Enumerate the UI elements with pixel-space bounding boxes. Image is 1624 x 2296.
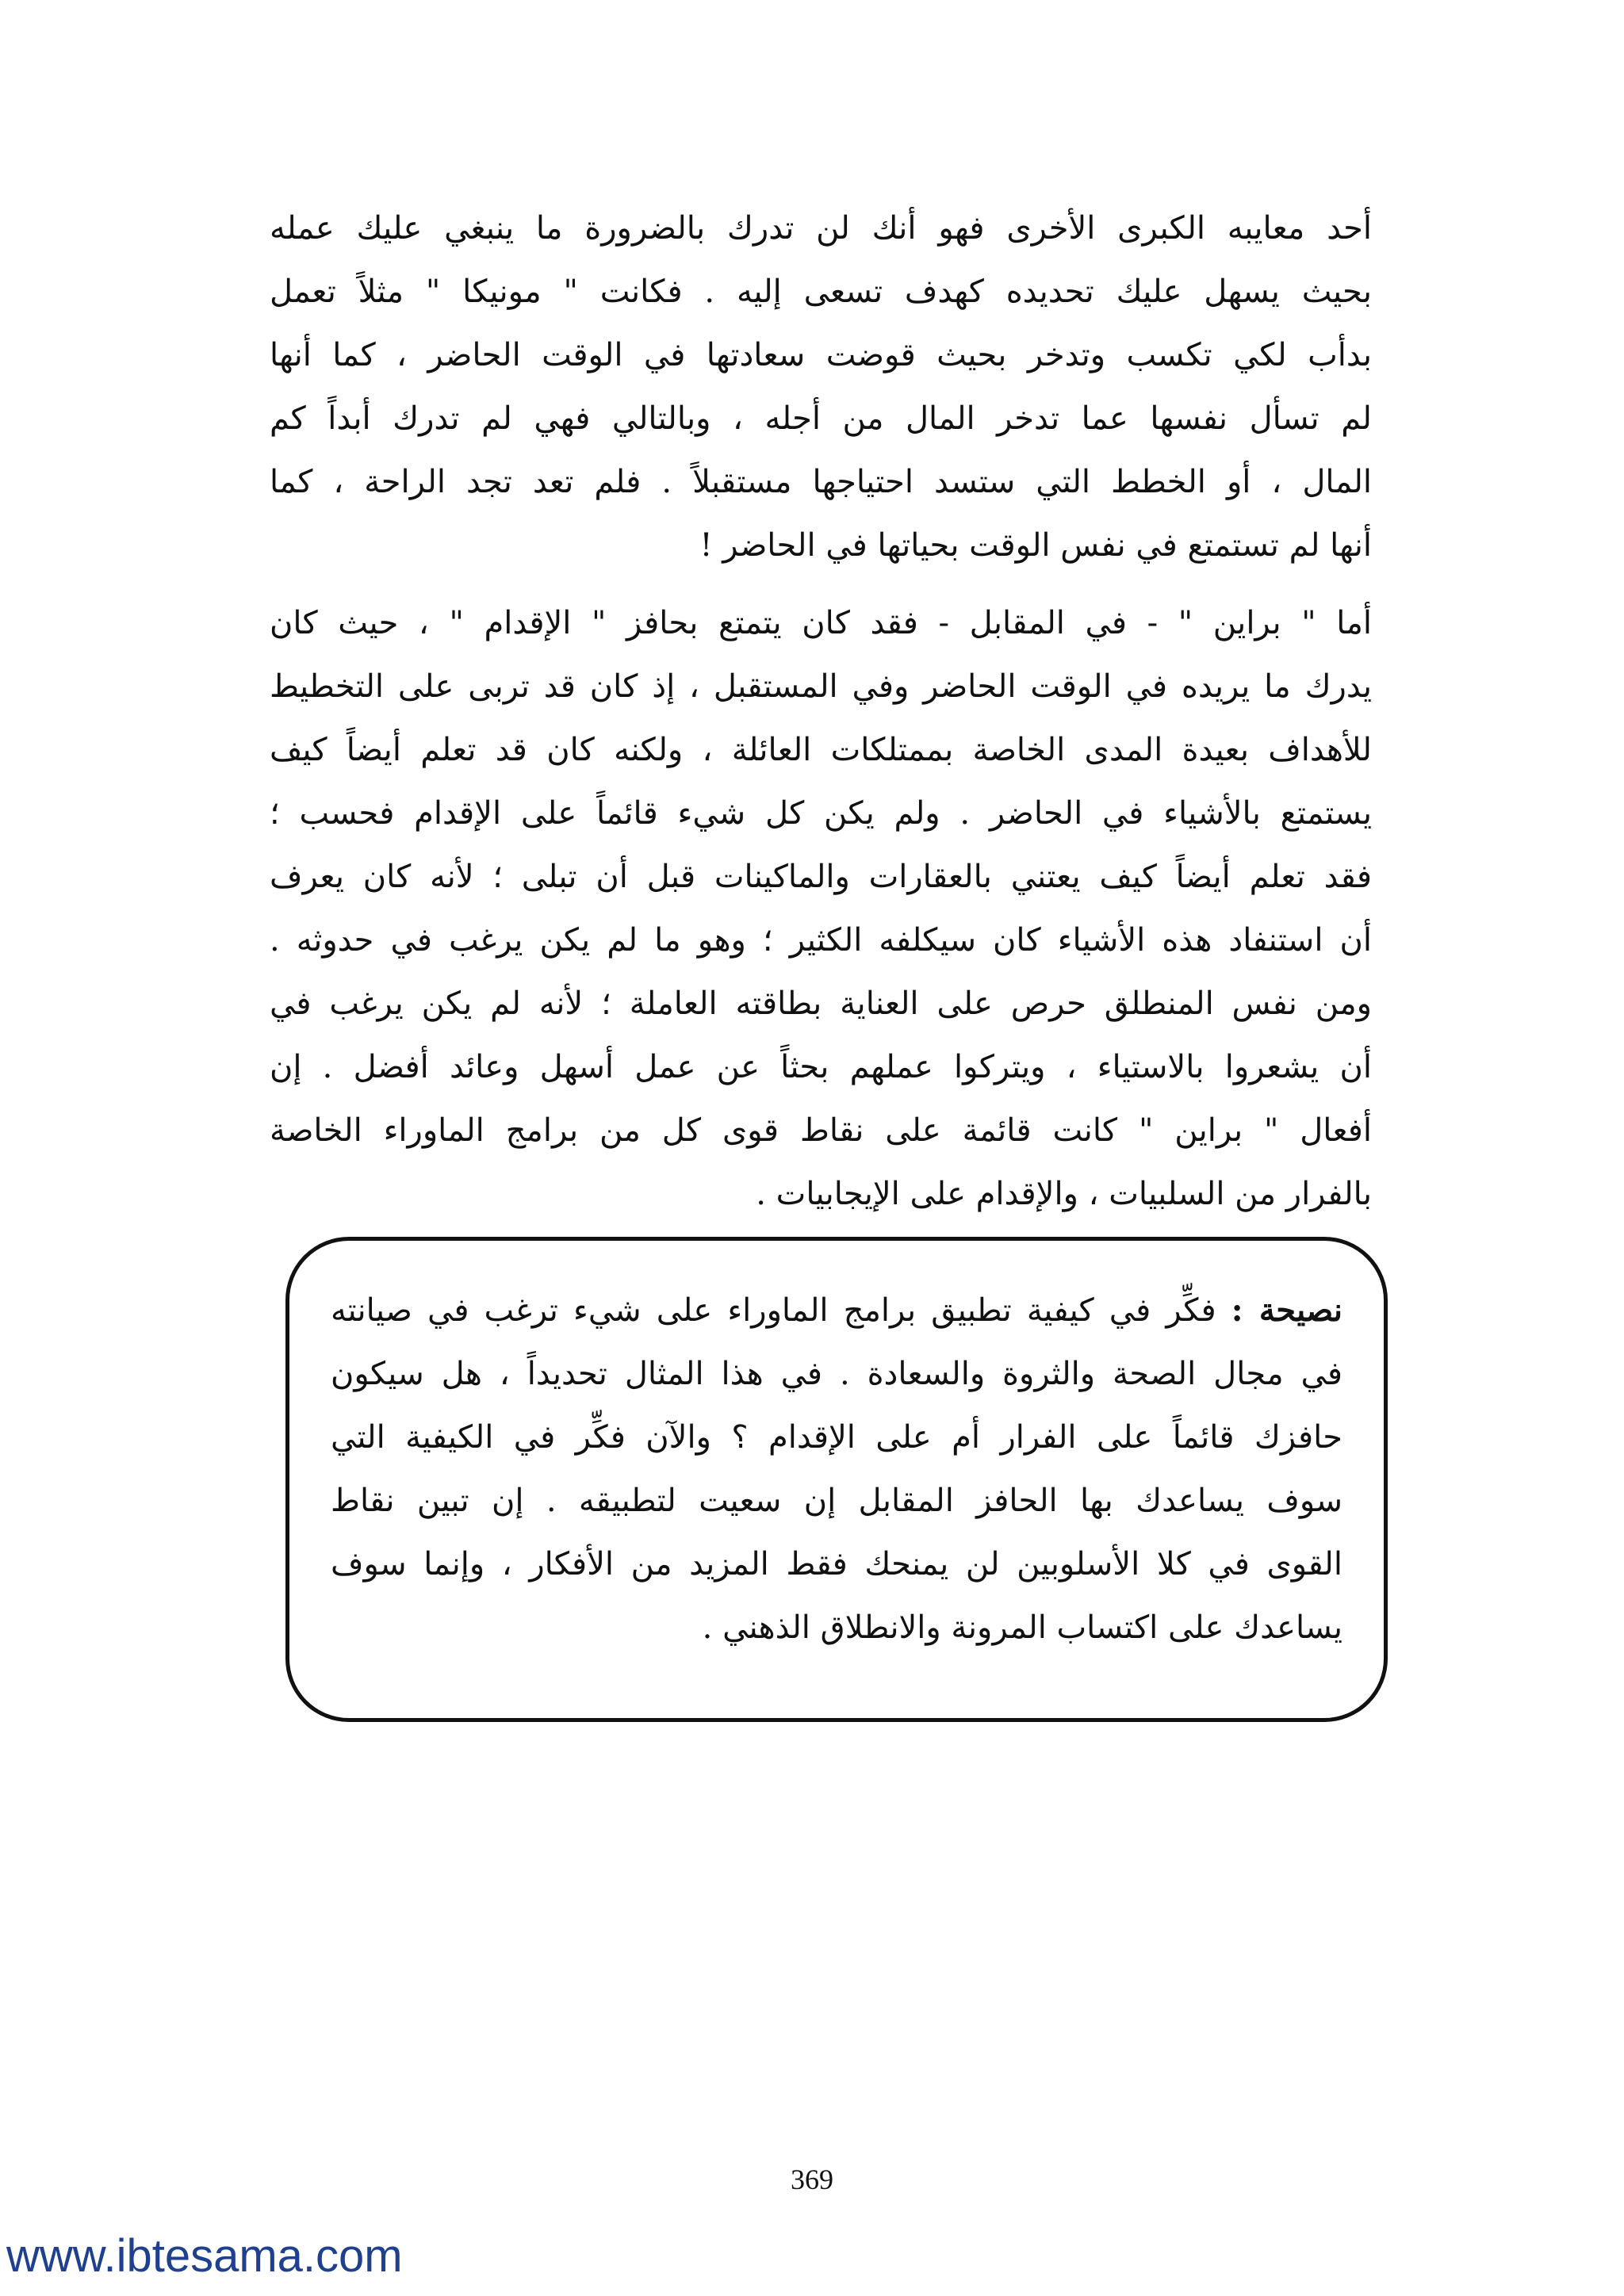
body-line: بدأب لكي تكسب وتدخر بحيث قوضت سعادتها في الوقت الحاضر ، كما أنها: [270, 337, 1372, 373]
body-line: أنها لم تستمتع في نفس الوقت بحياتها في الحاضر !: [699, 527, 1372, 564]
body-line: أن يشعروا بالاستياء ، ويتركوا عملهم بحثاً عن عمل أسهل وعائد أفضل . إن: [270, 1049, 1372, 1085]
body-text: [270, 197, 1372, 1226]
body-line: أما " براين " - في المقابل - فقد كان يتمتع بحافز " الإقدام " ، حيث كان: [270, 605, 1372, 641]
tip-line: [331, 1279, 1342, 1342]
tip-first-line-text: فكِّر في كيفية تطبيق برامج الماوراء على شيء ترغب في صيانته: [331, 1292, 1216, 1329]
body-line: لم تسأل نفسها عما تدخر المال من أجله ، وبالتالي فهي لم تدرك أبداً كم: [270, 400, 1372, 437]
body-line: أفعال " براين " كانت قائمة على نقاط قوى كل من برامج الماوراء الخاصة: [270, 1112, 1372, 1149]
body-line: بالفرار من السلبيات ، والإقدام على الإيجابيات .: [756, 1176, 1372, 1212]
body-line: فقد تعلم أيضاً كيف يعتني بالعقارات والماكينات قبل أن تبلى ؛ لأنه كان يعرف: [270, 859, 1372, 895]
body-line: بحيث يسهل عليك تحديده كهدف تسعى إليه . فكانت " مونيكا " مثلاً تعمل: [270, 274, 1372, 310]
tip-line: سوف يساعدك بها الحافز المقابل إن سعيت لتطبيقه . إن تبين نقاط: [331, 1483, 1342, 1519]
watermark-url: www.ibtesama.com: [6, 2230, 403, 2282]
tip-line: في مجال الصحة والثروة والسعادة . في هذا المثال تحديداً ، هل سيكون: [331, 1356, 1342, 1392]
tip-box: [285, 1237, 1388, 1722]
body-line: أحد معايبه الكبرى الأخرى فهو أنك لن تدرك بالضرورة ما ينبغي عليك عمله: [270, 210, 1372, 247]
body-line: يدرك ما يريده في الوقت الحاضر وفي المستقبل ، إذ كان قد تربى على التخطيط: [270, 668, 1372, 705]
tip-line: القوى في كلا الأسلوبين لن يمنحك فقط المزيد من الأفكار ، وإنما سوف: [331, 1546, 1342, 1582]
body-line: يستمتع بالأشياء في الحاضر . ولم يكن كل شيء قائماً على الإقدام فحسب ؛: [270, 795, 1372, 832]
body-line: أن استنفاد هذه الأشياء كان سيكلفه الكثير ؛ وهو ما لم يكن يرغب في حدوثه .: [270, 922, 1372, 959]
tip-line: حافزك قائماً على الفرار أم على الإقدام ؟ والآن فكِّر في الكيفية التي: [331, 1419, 1342, 1456]
tip-line: يساعدك على اكتساب المرونة والانطلاق الذهني .: [702, 1609, 1342, 1646]
body-line: المال ، أو الخطط التي ستسد احتياجها مستقبلاً . فلم تعد تجد الراحة ، كما: [270, 464, 1372, 500]
body-line: للأهداف بعيدة المدى الخاصة بممتلكات العائلة ، ولكنه كان قد تعلم أيضاً كيف: [270, 732, 1372, 768]
body-line: ومن نفس المنطلق حرص على العناية بطاقته العاملة ؛ لأنه لم يكن يرغب في: [270, 985, 1372, 1022]
tip-text: [331, 1279, 1342, 1659]
tip-label: نصيحة :: [1231, 1292, 1342, 1329]
page-number: 369: [791, 2164, 833, 2195]
